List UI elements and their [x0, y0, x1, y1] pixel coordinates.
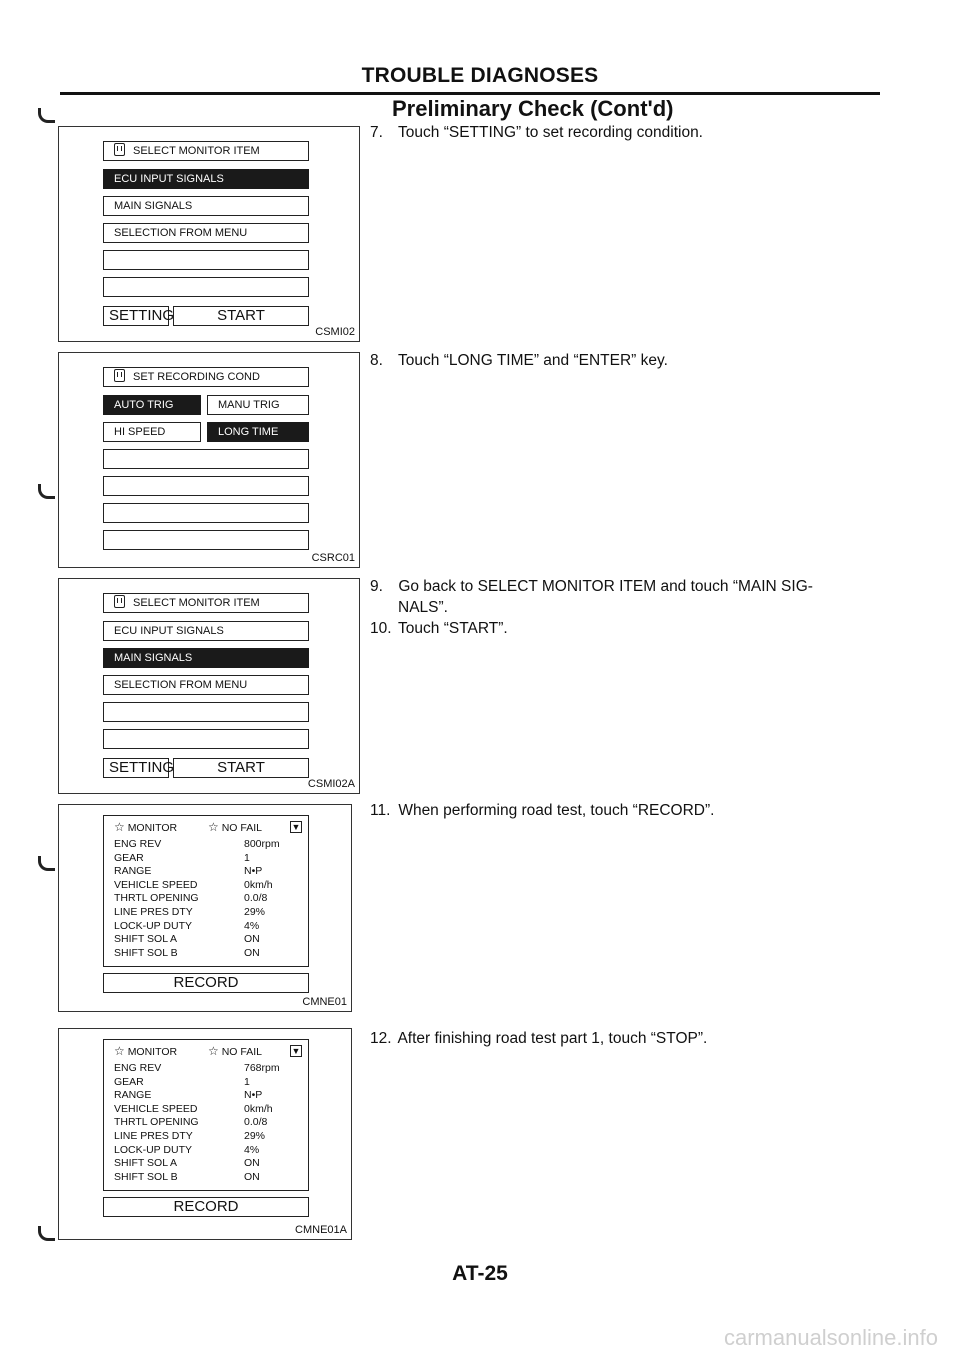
star-icon: ☆: [208, 820, 219, 834]
screen-panel-monitor: [58, 804, 352, 1012]
menu-title-row: SELECT MONITOR ITEM: [103, 593, 309, 613]
header-rule: [60, 92, 880, 95]
monitor-item-value: 0km/h: [244, 1102, 273, 1115]
hand-icon: [114, 369, 125, 382]
manu-trig-button[interactable]: MANU TRIG: [207, 395, 309, 415]
menu-item-blank: [103, 476, 309, 496]
hand-icon: [114, 143, 125, 156]
margin-mark: [38, 1226, 55, 1241]
menu-item-selection-from-menu[interactable]: SELECTION FROM MENU: [103, 223, 309, 243]
scroll-down-icon[interactable]: ▼: [291, 822, 301, 832]
watermark: carmanualsonline.info: [723, 1325, 938, 1350]
figure-code: CSMI02: [315, 326, 355, 338]
monitor-item-label: GEAR: [114, 851, 144, 864]
menu-title-row: SET RECORDING COND: [103, 367, 309, 387]
long-time-button[interactable]: LONG TIME: [207, 422, 309, 442]
menu-item-blank: [103, 449, 309, 469]
monitor-item-label: THRTL OPENING: [114, 1116, 199, 1129]
monitor-item-label: ENG REV: [114, 1062, 162, 1074]
monitor-item-value: 0km/h: [244, 878, 273, 891]
menu-item-blank: [103, 250, 309, 270]
menu-item-blank: [103, 702, 309, 722]
screen-panel-monitor-2: [58, 1028, 352, 1240]
start-button[interactable]: START: [173, 758, 309, 778]
step-12: 12. After finishing road test part 1, touch “STOP”.: [370, 1030, 708, 1047]
monitor-item-label: LINE PRES DTY: [114, 906, 193, 918]
auto-trig-button[interactable]: AUTO TRIG: [103, 395, 201, 415]
step-11: 11. When performing road test, touch “RECORD”.: [370, 802, 715, 819]
step-10: 10. Touch “START”.: [370, 620, 508, 637]
monitor-item-value: 1: [244, 851, 250, 864]
monitor-item-value: 4%: [244, 1143, 260, 1156]
section-subtitle: Preliminary Check (Cont'd): [392, 96, 674, 121]
record-button[interactable]: RECORD: [103, 1197, 309, 1217]
monitor-item-label: SHIFT SOL B: [114, 1170, 178, 1183]
step-7: 7. Touch “SETTING” to set recording condition.: [370, 124, 703, 141]
no-fail-label: NO FAIL: [221, 822, 262, 834]
monitor-item-value: 29%: [244, 1130, 266, 1142]
monitor-item-label: LOCK-UP DUTY: [114, 919, 192, 932]
monitor-item-value: 768rpm: [244, 1062, 280, 1074]
monitor-item-label: RANGE: [114, 865, 152, 878]
star-icon: ☆: [114, 1044, 125, 1058]
figure-code: CMNE01A: [295, 1224, 347, 1236]
monitor-item-label: SHIFT SOL A: [114, 1157, 178, 1170]
monitor-item-label: ENG REV: [114, 838, 162, 850]
page-number: AT-25: [452, 1262, 508, 1285]
monitor-item-label: SHIFT SOL B: [114, 946, 178, 959]
monitor-item-value: ON: [244, 946, 260, 959]
monitor-item-label: VEHICLE SPEED: [114, 878, 198, 891]
start-button[interactable]: START: [173, 306, 309, 326]
menu-item-blank: [103, 503, 309, 523]
monitor-item-value: 4%: [244, 919, 260, 932]
screen-panel-recording-cond: [58, 352, 360, 568]
step-8: 8. Touch “LONG TIME” and “ENTER” key.: [370, 352, 668, 369]
monitor-item-label: RANGE: [114, 1089, 152, 1102]
margin-mark: [38, 856, 55, 871]
monitor-item-value: N•P: [244, 1089, 263, 1102]
record-button[interactable]: RECORD: [103, 973, 309, 993]
monitor-label: MONITOR: [127, 822, 178, 834]
page-title: TROUBLE DIAGNOSES: [361, 64, 599, 87]
monitor-item-value: 29%: [244, 906, 266, 918]
monitor-item-label: THRTL OPENING: [114, 892, 199, 905]
monitor-item-label: SHIFT SOL A: [114, 933, 178, 946]
menu-item-ecu-input[interactable]: ECU INPUT SIGNALS: [103, 169, 309, 189]
hand-icon: [114, 595, 125, 608]
no-fail-label: NO FAIL: [221, 1046, 262, 1058]
menu-item-main-signals[interactable]: MAIN SIGNALS: [103, 196, 309, 216]
monitor-item-value: ON: [244, 1157, 260, 1170]
menu-item-ecu-input[interactable]: ECU INPUT SIGNALS: [103, 621, 309, 641]
monitor-item-label: GEAR: [114, 1075, 144, 1088]
menu-item-main-signals[interactable]: MAIN SIGNALS: [103, 648, 309, 668]
setting-button[interactable]: SETTING: [103, 306, 169, 326]
monitor-item-label: VEHICLE SPEED: [114, 1102, 198, 1115]
scroll-down-icon[interactable]: ▼: [291, 1046, 301, 1056]
star-icon: ☆: [114, 820, 125, 834]
figure-code: CSRC01: [311, 552, 355, 564]
monitor-data-box: [103, 815, 309, 967]
setting-button[interactable]: SETTING: [103, 758, 169, 778]
monitor-item-value: 1: [244, 1075, 250, 1088]
menu-item-selection-from-menu[interactable]: SELECTION FROM MENU: [103, 675, 309, 695]
margin-mark: [38, 108, 55, 123]
monitor-label: MONITOR: [127, 1046, 178, 1058]
monitor-item-value: 0.0/8: [244, 1116, 268, 1129]
monitor-item-value: N•P: [244, 865, 263, 878]
screen-panel-select-monitor: [58, 126, 360, 342]
monitor-item-label: LOCK-UP DUTY: [114, 1143, 192, 1156]
star-icon: ☆: [208, 1044, 219, 1058]
menu-title-row: SELECT MONITOR ITEM: [103, 141, 309, 161]
step-9: 9. Go back to SELECT MONITOR ITEM and touch “MAIN SIG- NALS”.: [370, 578, 813, 616]
figure-code: CSMI02A: [307, 778, 355, 790]
monitor-item-value: 0.0/8: [244, 892, 268, 905]
figure-code: CMNE01: [302, 996, 347, 1008]
monitor-item-value: ON: [244, 933, 260, 946]
menu-item-blank: [103, 729, 309, 749]
margin-mark: [38, 484, 55, 499]
menu-item-blank: [103, 277, 309, 297]
monitor-data-box: [103, 1039, 309, 1191]
screen-panel-select-monitor-main: [58, 578, 360, 794]
menu-item-blank: [103, 530, 309, 550]
monitor-item-label: LINE PRES DTY: [114, 1130, 193, 1142]
hi-speed-button[interactable]: HI SPEED: [103, 422, 201, 442]
monitor-item-value: 800rpm: [244, 838, 280, 850]
monitor-item-value: ON: [244, 1170, 260, 1183]
